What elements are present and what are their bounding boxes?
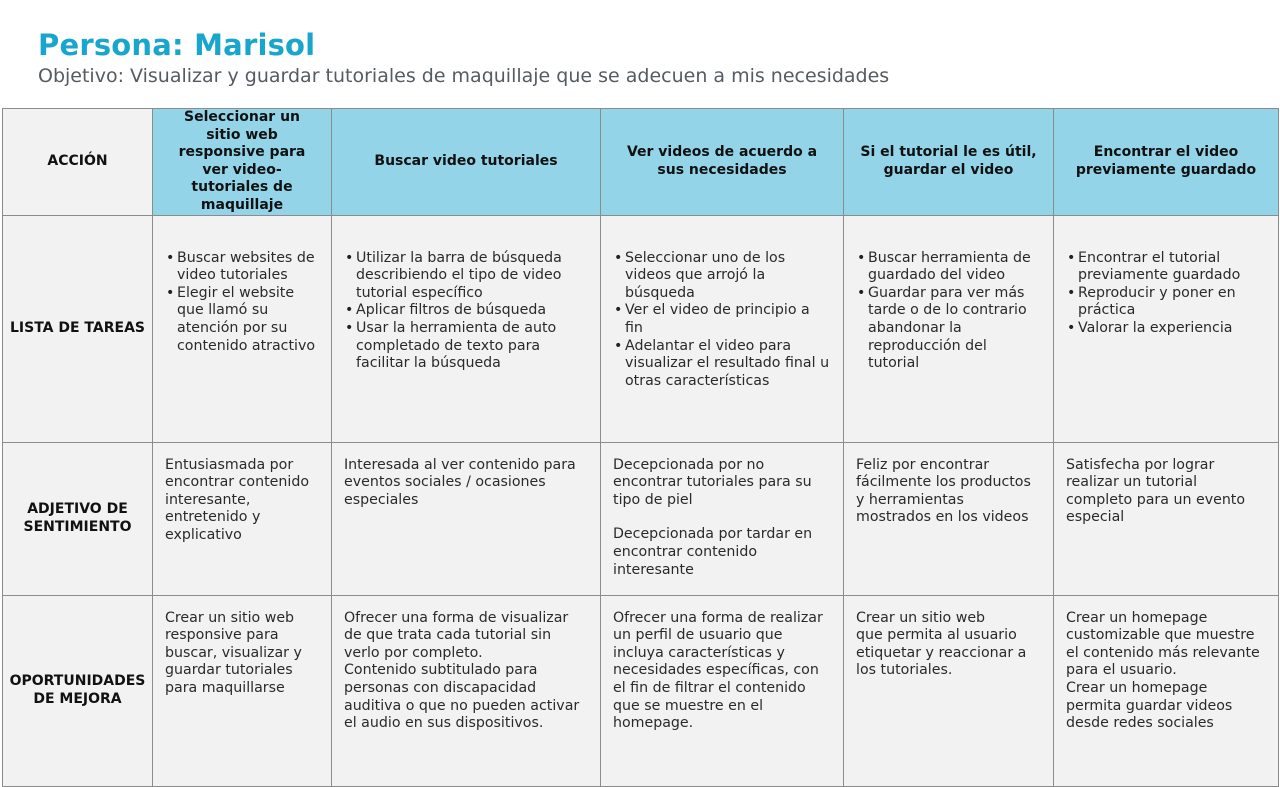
opportunity-cell-5 xyxy=(1054,595,1279,786)
opportunity-cell-4 xyxy=(844,595,1054,786)
persona-title: Persona: Marisol xyxy=(38,28,316,62)
opportunity-text: que permita al usuario etiquetar y reaccionar a los tutoriales. xyxy=(856,627,1027,679)
objective-subtitle: Objetivo: Visualizar y guardar tutoriales de maquillaje que se adecuen a mis necesidades xyxy=(38,65,890,87)
row-label-opportunities: OPORTUNIDADES DE MEJORA xyxy=(3,595,153,786)
task-item: • Seleccionar uno de los videos que arrojó la búsqueda xyxy=(625,250,831,303)
opportunity-text: Crear un homepage permita guardar videos desde redes sociales xyxy=(1066,679,1233,732)
task-item: • Usar la herramienta de auto completado de texto para facilitar la búsqueda xyxy=(356,320,588,373)
task-item: • Buscar websites de video tutoriales xyxy=(177,250,319,285)
opportunity-cell-1 xyxy=(153,595,332,786)
tasks-cell-3 xyxy=(601,215,844,442)
opportunity-text: Ofrecer una forma de visualizar de que trata cada tutorial sin verlo por completo. xyxy=(344,609,569,661)
feelings-row xyxy=(3,442,1279,595)
opportunity-text: Crear un sitio web responsive para buscar, visualizar y guardar tutoriales para maquillarse xyxy=(165,609,302,696)
tasks-cell-5 xyxy=(1054,215,1279,442)
opportunity-text: Crear un sitio web xyxy=(856,609,986,626)
column-header-5: Encontrar el video previamente guardado xyxy=(1054,109,1279,216)
opportunity-cell-3 xyxy=(601,595,844,786)
opportunity-text: Contenido subtitulado para personas con discapacidad auditiva o que no pueden activar el audio en sus dispositivos. xyxy=(344,662,580,732)
opportunity-text: Ofrecer una forma de realizar un perfil de usuario que incluya características y necesidades específicas, con el fin de filtrar el contenido que se muestre en el homepage. xyxy=(613,609,823,732)
task-item: • Reproducir y poner en práctica xyxy=(1078,285,1266,320)
task-item: • Valorar la experiencia xyxy=(1078,320,1266,338)
feeling-text: Satisfecha por lograr realizar un tutorial completo para un evento especial xyxy=(1066,456,1246,526)
corner-label-accion: ACCIÓN xyxy=(3,109,153,216)
feeling-text: Entusiasmada por encontrar contenido interesante, entretenido y explicativo xyxy=(165,456,310,543)
task-item: • Utilizar la barra de búsqueda describiendo el tipo de video tutorial específico xyxy=(356,250,588,303)
opportunity-cell-2 xyxy=(332,595,601,786)
feeling-cell-2 xyxy=(332,442,601,595)
feeling-cell-3 xyxy=(601,442,844,595)
feeling-text: Decepcionada por tardar en encontrar contenido interesante xyxy=(613,526,813,578)
task-item: • Ver el video de principio a fin xyxy=(625,302,831,337)
journey-map-table xyxy=(2,108,1279,787)
feeling-text: Feliz por encontrar fácilmente los productos y herramientas mostrados en los videos xyxy=(856,456,1031,526)
feeling-text: Interesada al ver contenido para eventos sociales / ocasiones especiales xyxy=(344,456,576,508)
feeling-cell-1 xyxy=(153,442,332,595)
task-list xyxy=(613,250,831,391)
task-item: • Buscar herramienta de guardado del video xyxy=(868,250,1041,285)
row-label-feelings: ADJETIVO DE SENTIMIENTO xyxy=(3,442,153,595)
task-list xyxy=(165,250,319,356)
column-header-3: Ver videos de acuerdo a sus necesidades xyxy=(601,109,844,216)
tasks-cell-4 xyxy=(844,215,1054,442)
tasks-cell-2 xyxy=(332,215,601,442)
row-label-tasks: LISTA DE TAREAS xyxy=(3,215,153,442)
task-item: • Elegir el website que llamó su atención por su contenido atractivo xyxy=(177,285,319,355)
action-header-row xyxy=(3,109,1279,216)
tasks-cell-1 xyxy=(153,215,332,442)
feeling-cell-5 xyxy=(1054,442,1279,595)
opportunity-text: Crear un homepage customizable que muestre el contenido más relevante para el usuario. xyxy=(1066,609,1260,679)
column-header-4: Si el tutorial le es útil, guardar el video xyxy=(844,109,1054,216)
task-item: • Guardar para ver más tarde o de lo contrario abandonar la reproducción del tutorial xyxy=(868,285,1041,373)
task-list xyxy=(856,250,1041,373)
task-item: • Aplicar filtros de búsqueda xyxy=(356,302,588,320)
feeling-cell-4 xyxy=(844,442,1054,595)
column-header-1: Seleccionar un sitio web responsive para ver video-tutoriales de maquillaje xyxy=(153,109,332,216)
task-list xyxy=(1066,250,1266,338)
tasks-row xyxy=(3,215,1279,442)
task-item: • Adelantar el video para visualizar el resultado final u otras características xyxy=(625,338,831,391)
opportunities-row xyxy=(3,595,1279,786)
task-list xyxy=(344,250,588,373)
column-header-2: Buscar video tutoriales xyxy=(332,109,601,216)
task-item: • Encontrar el tutorial previamente guardado xyxy=(1078,250,1266,285)
feeling-text: Decepcionada por no encontrar tutoriales para su tipo de piel xyxy=(613,456,812,508)
